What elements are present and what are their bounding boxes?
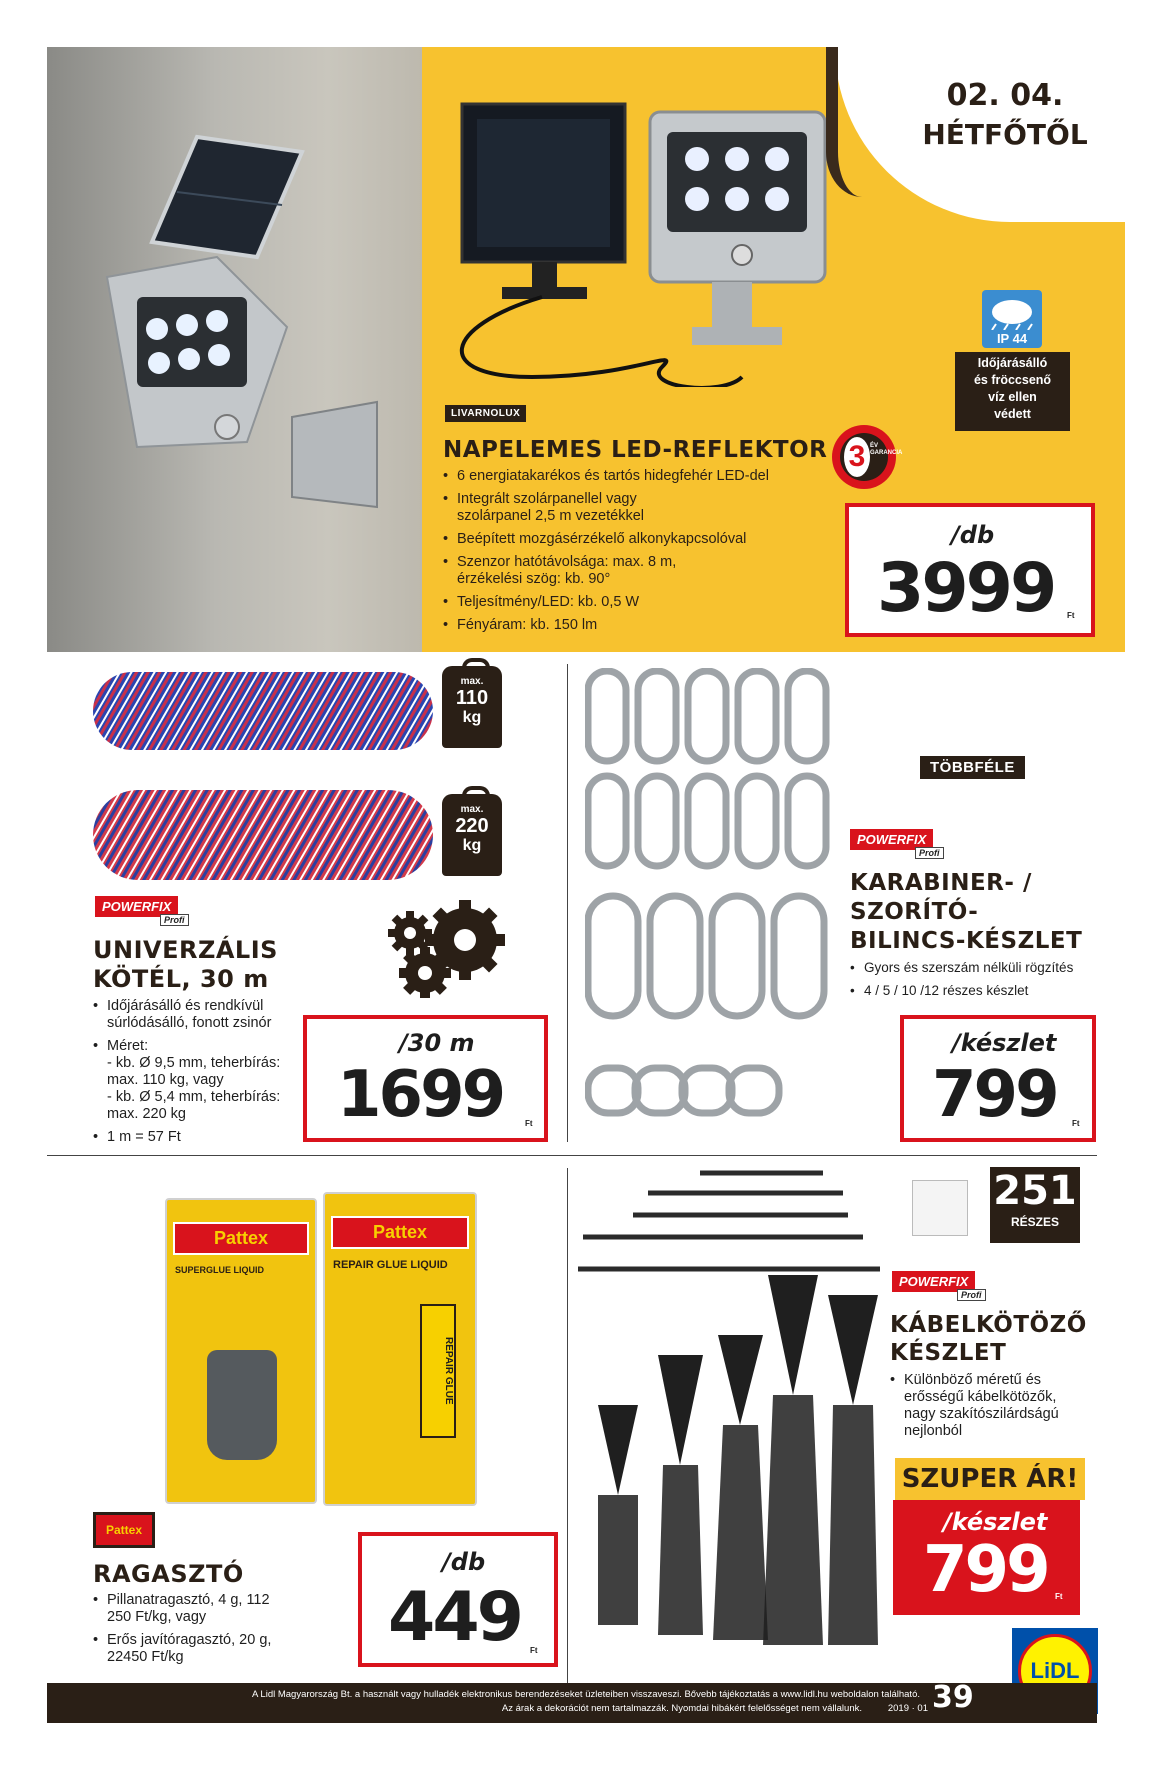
ip-text-box xyxy=(955,352,1070,431)
carabiner-price-box xyxy=(900,1015,1096,1142)
glue-currency: Ft xyxy=(530,1646,538,1655)
carabiner-bullet-1: • Gyors és szerszám nélküli rögzítés xyxy=(850,959,1100,976)
warranty-number: 3 xyxy=(844,437,870,477)
rope-bullet-2-sub1: - kb. Ø 9,5 mm, teherbírás: max. 110 kg, vagy xyxy=(107,1055,281,1088)
footer-line2: Az árak a dekorációt nem tartalmazzák. Nyomdai hibákért felelősséget nem vállalunk. xyxy=(501,1703,862,1714)
cable-bullets xyxy=(890,1372,1080,1446)
count-label: RÉSZES xyxy=(1010,1215,1059,1229)
weight-110-value: 110 xyxy=(455,687,489,709)
count-badge xyxy=(990,1167,1080,1243)
divider-vertical-bottom xyxy=(567,1168,568,1683)
hero-price-box xyxy=(845,503,1095,637)
glue-pack-repair xyxy=(323,1192,477,1506)
divider-vertical-top xyxy=(567,664,568,1142)
glue-price: 449 xyxy=(388,1578,521,1657)
rope-illustration xyxy=(90,670,440,890)
cable-title-2: KÉSZLET xyxy=(890,1340,1007,1366)
hero-bullet-1: • 6 energiatakarékos és tartós hidegfehér LED-del xyxy=(443,468,833,485)
pack1-sub: SUPERGLUE LIQUID xyxy=(175,1265,265,1275)
hero-bullet-4: • Szenzor hatótávolsága: max. 8 m, érzékelési szög: kb. 90° xyxy=(443,554,712,588)
weight-220-icon xyxy=(442,794,502,876)
weight-220-label: max. xyxy=(460,804,484,815)
ip44-icon xyxy=(982,290,1042,348)
rope-bullet-1: • Időjárásálló és rendkívül súrlódásálló, fonott zsinór xyxy=(93,998,308,1032)
warranty-seal-icon xyxy=(832,425,903,489)
count-value: 251 xyxy=(993,1168,1077,1214)
rope-bullet-2-sub2: - kb. Ø 5,4 mm, teherbírás: max. 220 kg xyxy=(107,1089,281,1122)
glue-pack-superglue xyxy=(165,1198,317,1504)
powerfix-logo-carabiner: POWERFIX xyxy=(850,829,933,850)
rope-bullet-2 xyxy=(93,1038,308,1123)
carabiner-title-1: KARABINER- / xyxy=(850,870,1032,896)
powerfix-profi-cable: Profi xyxy=(957,1289,986,1301)
pack2-tube: REPAIR GLUE xyxy=(420,1304,456,1438)
weight-220-value: 220 xyxy=(455,815,489,837)
ip-text-3: víz ellen xyxy=(988,390,1037,404)
solar-lamp-illustration xyxy=(47,47,422,652)
ip-text-1: Időjárásálló xyxy=(977,356,1048,370)
powerfix-profi-carabiner: Profi xyxy=(915,847,944,859)
page-number: 39 xyxy=(932,1680,974,1715)
carabiner-title-3: BILINCS-KÉSZLET xyxy=(850,928,1083,954)
cable-price: 799 xyxy=(923,1533,1048,1607)
powerfix-logo-rope: POWERFIX xyxy=(95,896,178,917)
carabiner-title-2: SZORÍTÓ- xyxy=(850,899,979,925)
carabiner-price-unit: /készlet xyxy=(952,1029,1057,1057)
glue-price-box xyxy=(358,1532,558,1667)
warranty-text: ÉV GARANCIA xyxy=(870,443,903,456)
weight-110-icon xyxy=(442,666,502,748)
rope-price: 1699 xyxy=(337,1058,504,1132)
hero-title: NAPELEMES LED-REFLEKTOR xyxy=(443,437,828,463)
rope-currency: Ft xyxy=(525,1119,533,1128)
cable-title-1: KÁBELKÖTÖZŐ xyxy=(890,1312,1087,1338)
carabiner-price: 799 xyxy=(932,1058,1057,1132)
hero-price-unit: /db xyxy=(951,521,995,549)
rope-bullet-3: • 1 m = 57 Ft xyxy=(93,1129,308,1146)
hero-bullet-2: • Integrált szolárpanellel vagy szolárpanel 2,5 m vezetékkel xyxy=(443,491,697,525)
carabiner-bullet-2: • 4 / 5 / 10 /12 részes készlet xyxy=(850,982,1100,999)
rope-price-box xyxy=(303,1015,548,1142)
weight-110-label: max. xyxy=(460,676,484,687)
ip-text-2: és fröccsenő xyxy=(973,373,1052,387)
cable-price-unit: /készlet xyxy=(943,1508,1048,1536)
glue-bullets xyxy=(93,1592,293,1672)
rope-bullet-2-head: • Méret: xyxy=(107,1038,149,1054)
pack2-sub: REPAIR GLUE LIQUID xyxy=(333,1259,448,1271)
powerfix-logo-cable: POWERFIX xyxy=(892,1271,975,1292)
weight-110-unit: kg xyxy=(462,709,482,726)
hero-bullet-3: • Beépített mozgásérzékelő alkonykapcsolóval xyxy=(443,531,833,548)
rope-title-1: UNIVERZÁLIS xyxy=(93,936,278,964)
badge-tobbfele: TÖBBFÉLE xyxy=(920,756,1025,779)
date-line2: HÉTFŐTŐL xyxy=(922,118,1088,151)
footer-code: 2019 · 01 xyxy=(887,1703,928,1714)
cable-currency: Ft xyxy=(1055,1592,1063,1601)
carabiner-illustration xyxy=(585,668,845,1138)
cable-bullet-1: • Különböző méretű és erősségű kábelkötözők, nagy szakítószilárdságú nejlonból xyxy=(890,1372,1080,1440)
date-badge-ring xyxy=(826,47,862,197)
hero-currency: Ft xyxy=(1067,611,1075,620)
hero-bullet-6: • Fényáram: kb. 150 lm xyxy=(443,617,833,634)
lidl-logo-text: LiDL xyxy=(1030,1658,1080,1683)
cable-ties-illustration xyxy=(578,1165,888,1660)
powerfix-profi-rope: Profi xyxy=(160,914,189,926)
ip-badge-text: IP 44 xyxy=(996,331,1028,346)
pack1-brand: Pattex xyxy=(173,1222,309,1255)
gears-icon xyxy=(370,898,510,998)
pack2-brand: Pattex xyxy=(331,1216,469,1249)
hero-photo xyxy=(47,47,422,652)
super-price-banner: SZUPER ÁR! xyxy=(895,1458,1085,1500)
carabiner-bullets xyxy=(850,959,1100,1005)
hero-bullet-5: • Teljesítmény/LED: kb. 0,5 W xyxy=(443,594,833,611)
glue-title: RAGASZTÓ xyxy=(93,1560,244,1588)
date-line1: 02. 04. xyxy=(946,78,1064,113)
pattex-logo: Pattex xyxy=(93,1512,155,1548)
divider-horizontal xyxy=(47,1155,1097,1156)
glue-bullet-2: • Erős javítóragasztó, 20 g, 22450 Ft/kg xyxy=(93,1632,293,1666)
hero-bullets xyxy=(443,468,833,640)
footer-line1: A Lidl Magyarország Bt. a használt vagy hulladék elektronikus berendezéseket üzleteiben visszaveszi. Bővebb tájékoztatás a www.lidl.hu weboldalon található. xyxy=(251,1689,920,1700)
livarnolux-logo: LIVARNOLUX xyxy=(445,405,526,422)
hero-price: 3999 xyxy=(877,549,1055,628)
rope-price-unit: /30 m xyxy=(399,1029,475,1057)
glue-bullet-1: • Pillanatragasztó, 4 g, 112 250 Ft/kg, vagy xyxy=(93,1592,293,1626)
rope-bullets xyxy=(93,998,308,1152)
cable-price-box xyxy=(893,1500,1080,1615)
rope-title-2: KÖTÉL, 30 m xyxy=(93,965,269,993)
weight-220-unit: kg xyxy=(462,837,482,854)
cable-sample-thumbnail xyxy=(912,1180,968,1236)
glue-price-unit: /db xyxy=(442,1548,486,1576)
carabiner-currency: Ft xyxy=(1072,1119,1080,1128)
ip-text-4: védett xyxy=(994,407,1031,421)
